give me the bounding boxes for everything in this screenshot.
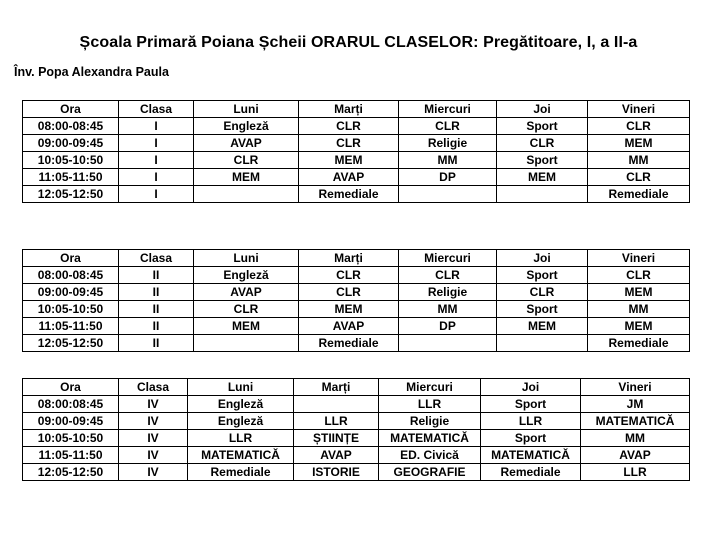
schedule-row	[23, 169, 690, 186]
schedule-cell: II	[119, 318, 194, 335]
teacher-name: Înv. Popa Alexandra Paula	[14, 65, 169, 79]
schedule-cell: DP	[399, 169, 497, 186]
schedule-cell: I	[119, 135, 194, 152]
schedule-cell: MEM	[299, 301, 399, 318]
schedule-cell: I	[119, 152, 194, 169]
schedule-row	[23, 430, 690, 447]
column-header: Ora	[23, 101, 119, 118]
schedule-row	[23, 318, 690, 335]
column-header: Ora	[23, 250, 119, 267]
schedule-cell: Remediale	[588, 335, 690, 352]
schedule-cell: II	[119, 267, 194, 284]
schedule-cell: CLR	[588, 267, 690, 284]
column-header: Marți	[294, 379, 379, 396]
column-header: Vineri	[581, 379, 690, 396]
schedule-cell: MM	[588, 152, 690, 169]
schedule-cell: CLR	[497, 284, 588, 301]
schedule-cell: 09:00-09:45	[23, 413, 119, 430]
schedule-cell: GEOGRAFIE	[379, 464, 481, 481]
column-header: Joi	[481, 379, 581, 396]
schedule-cell: ISTORIE	[294, 464, 379, 481]
schedule-row	[23, 464, 690, 481]
schedule-row	[23, 447, 690, 464]
column-header: Joi	[497, 101, 588, 118]
header-row	[23, 101, 690, 118]
schedule-row	[23, 135, 690, 152]
schedule-cell: 12:05-12:50	[23, 464, 119, 481]
schedule-cell: Sport	[497, 267, 588, 284]
timetable-clasa-ii	[22, 249, 690, 352]
schedule-cell: ED. Civică	[379, 447, 481, 464]
schedule-cell	[194, 186, 299, 203]
schedule-row	[23, 267, 690, 284]
schedule-cell: Sport	[497, 301, 588, 318]
schedule-cell: AVAP	[194, 135, 299, 152]
column-header: Ora	[23, 379, 119, 396]
column-header: Vineri	[588, 250, 690, 267]
schedule-cell: MM	[399, 301, 497, 318]
schedule-cell: Sport	[481, 430, 581, 447]
schedule-cell: MEM	[588, 135, 690, 152]
schedule-cell: Engleză	[188, 413, 294, 430]
schedule-cell: LLR	[188, 430, 294, 447]
schedule-cell: Remediale	[299, 335, 399, 352]
schedule-cell: MATEMATICĂ	[581, 413, 690, 430]
schedule-cell: Remediale	[188, 464, 294, 481]
schedule-cell: Remediale	[299, 186, 399, 203]
header-row	[23, 250, 690, 267]
schedule-cell: MEM	[588, 284, 690, 301]
schedule-cell: CLR	[194, 152, 299, 169]
schedule-cell: AVAP	[299, 318, 399, 335]
schedule-cell: Sport	[481, 396, 581, 413]
schedule-cell: 12:05-12:50	[23, 335, 119, 352]
schedule-cell: 08:00:08:45	[23, 396, 119, 413]
schedule-cell: 11:05-11:50	[23, 447, 119, 464]
schedule-cell: LLR	[294, 413, 379, 430]
schedule-cell: 09:00-09:45	[23, 284, 119, 301]
column-header: Miercuri	[399, 250, 497, 267]
schedule-row	[23, 186, 690, 203]
column-header: Clasa	[119, 379, 188, 396]
schedule-cell: 10:05-10:50	[23, 152, 119, 169]
schedule-row	[23, 118, 690, 135]
schedule-cell: ȘTIINȚE	[294, 430, 379, 447]
schedule-cell: CLR	[399, 267, 497, 284]
schedule-cell: CLR	[399, 118, 497, 135]
schedule-cell: CLR	[299, 284, 399, 301]
schedule-cell: 10:05-10:50	[23, 301, 119, 318]
timetable-clasa-i	[22, 100, 690, 203]
schedule-cell: MM	[399, 152, 497, 169]
schedule-cell: Engleză	[194, 118, 299, 135]
schedule-cell: IV	[119, 447, 188, 464]
schedule-cell: II	[119, 335, 194, 352]
schedule-cell: Remediale	[588, 186, 690, 203]
schedule-cell	[497, 186, 588, 203]
schedule-cell: LLR	[481, 413, 581, 430]
schedule-cell: 12:05-12:50	[23, 186, 119, 203]
schedule-cell: Engleză	[194, 267, 299, 284]
schedule-row	[23, 284, 690, 301]
schedule-cell: II	[119, 284, 194, 301]
schedule-cell	[497, 335, 588, 352]
schedule-cell: MATEMATICĂ	[379, 430, 481, 447]
schedule-cell: MATEMATICĂ	[188, 447, 294, 464]
column-header: Marți	[299, 250, 399, 267]
column-header: Clasa	[119, 250, 194, 267]
schedule-cell: Religie	[399, 284, 497, 301]
schedule-row	[23, 301, 690, 318]
schedule-cell: Remediale	[481, 464, 581, 481]
schedule-cell: I	[119, 169, 194, 186]
schedule-cell: I	[119, 186, 194, 203]
schedule-row	[23, 335, 690, 352]
page-title: Școala Primară Poiana Șcheii ORARUL CLASELOR: Pregătitoare, I, a II-a	[79, 34, 638, 51]
header-row	[23, 379, 690, 396]
schedule-cell: JM	[581, 396, 690, 413]
schedule-cell: 10:05-10:50	[23, 430, 119, 447]
schedule-cell: IV	[119, 413, 188, 430]
schedule-cell: MEM	[497, 318, 588, 335]
schedule-cell: 08:00-08:45	[23, 118, 119, 135]
schedule-cell: CLR	[194, 301, 299, 318]
column-header: Luni	[194, 250, 299, 267]
schedule-cell: CLR	[497, 135, 588, 152]
schedule-cell: 11:05-11:50	[23, 169, 119, 186]
schedule-cell: MEM	[497, 169, 588, 186]
schedule-cell: Sport	[497, 152, 588, 169]
schedule-cell: LLR	[581, 464, 690, 481]
schedule-cell: MEM	[194, 169, 299, 186]
schedule-cell: AVAP	[581, 447, 690, 464]
schedule-cell	[194, 335, 299, 352]
schedule-cell: MEM	[588, 318, 690, 335]
schedule-cell: CLR	[299, 135, 399, 152]
schedule-cell: LLR	[379, 396, 481, 413]
schedule-cell: MEM	[299, 152, 399, 169]
column-header: Vineri	[588, 101, 690, 118]
schedule-cell: Religie	[399, 135, 497, 152]
schedule-cell: IV	[119, 464, 188, 481]
schedule-cell: II	[119, 301, 194, 318]
column-header: Marți	[299, 101, 399, 118]
column-header: Luni	[188, 379, 294, 396]
schedule-row	[23, 152, 690, 169]
schedule-cell: IV	[119, 396, 188, 413]
schedule-cell: IV	[119, 430, 188, 447]
schedule-cell: Sport	[497, 118, 588, 135]
schedule-cell: Religie	[379, 413, 481, 430]
schedule-cell: CLR	[299, 267, 399, 284]
schedule-cell: MEM	[194, 318, 299, 335]
schedule-cell: AVAP	[294, 447, 379, 464]
schedule-cell	[399, 335, 497, 352]
schedule-cell: MM	[581, 430, 690, 447]
schedule-row	[23, 413, 690, 430]
schedule-cell: I	[119, 118, 194, 135]
column-header: Miercuri	[399, 101, 497, 118]
schedule-cell: Engleză	[188, 396, 294, 413]
schedule-cell: CLR	[299, 118, 399, 135]
column-header: Miercuri	[379, 379, 481, 396]
schedule-cell: CLR	[588, 118, 690, 135]
schedule-cell	[399, 186, 497, 203]
schedule-cell: 08:00-08:45	[23, 267, 119, 284]
schedule-cell: MM	[588, 301, 690, 318]
schedule-cell	[294, 396, 379, 413]
column-header: Joi	[497, 250, 588, 267]
schedule-cell: 11:05-11:50	[23, 318, 119, 335]
schedule-cell: 09:00-09:45	[23, 135, 119, 152]
column-header: Luni	[194, 101, 299, 118]
schedule-cell: AVAP	[194, 284, 299, 301]
column-header: Clasa	[119, 101, 194, 118]
schedule-row	[23, 396, 690, 413]
schedule-cell: DP	[399, 318, 497, 335]
timetable-clasa-iv	[22, 378, 690, 481]
schedule-cell: MATEMATICĂ	[481, 447, 581, 464]
schedule-cell: CLR	[588, 169, 690, 186]
schedule-cell: AVAP	[299, 169, 399, 186]
